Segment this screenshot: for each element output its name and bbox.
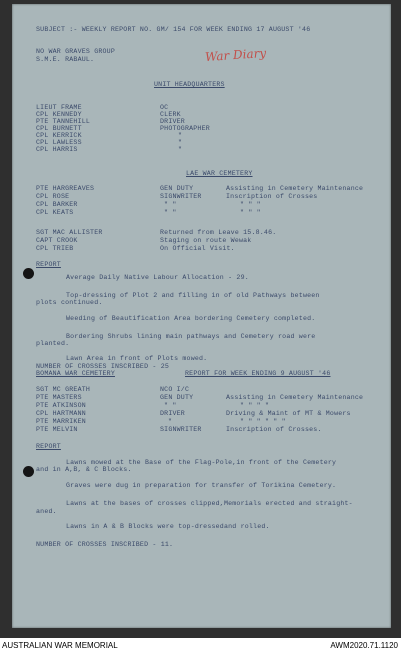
report-heading: REPORT [36, 443, 61, 450]
unit-name: NO WAR GRAVES GROUP [36, 48, 115, 55]
bomana-name: CPL HARTMANN [36, 410, 86, 417]
bomana-name: PTE ATKINSON [36, 402, 86, 409]
lae-name: PTE HARGREAVES [36, 185, 95, 192]
bomana-name: PTE MASTERS [36, 394, 82, 401]
bomana-task: " " " " " " [240, 418, 286, 425]
report-week-heading: REPORT FOR WEEK ENDING 9 AUGUST '46 [185, 370, 331, 377]
hq-name: CPL BURNETT [36, 125, 82, 132]
footer-accession: AWM2020.71.1120 [330, 641, 398, 650]
lae-name: CPL BARKER [36, 201, 78, 208]
lae-role: GEN DUTY [160, 185, 194, 192]
bomana-name: PTE MELVIN [36, 426, 78, 433]
bomana-name: PTE MARRIKEN [36, 418, 86, 425]
report-paragraph: plots continued. [36, 299, 103, 306]
crosses-count: NUMBER OF CROSSES INSCRIBED - 25 [36, 363, 170, 370]
bomana-name: SGT MC GREATH [36, 386, 91, 393]
hq-name: CPL KERRICK [36, 132, 82, 139]
movement-name: CAPT CROOK [36, 237, 78, 244]
lae-role: SIGNWRITER [160, 193, 202, 200]
lae-task: Assisting in Cemetery Maintenance [226, 185, 364, 192]
report-heading: REPORT [36, 261, 61, 268]
report-paragraph: aned. [36, 508, 57, 515]
movement-note: On Official Visit. [160, 245, 235, 252]
lae-name: CPL KEATS [36, 209, 74, 216]
report-paragraph: Weeding of Beautification Area bordering Cemetery completed. [66, 315, 316, 322]
unit-location: S.M.E. RABAUL. [36, 56, 95, 63]
hq-name: CPL KENNEDY [36, 111, 82, 118]
report-paragraph: Lawns mowed at the Base of the Flag-Pole,in front of the Cemetery [66, 459, 337, 466]
hq-role: " [178, 139, 183, 146]
lae-task: " " " [240, 201, 261, 208]
lae-task: " " " [240, 209, 261, 216]
bomana-role: " " [164, 402, 177, 409]
hq-name: PTE TANNEHILL [36, 118, 91, 125]
lae-role: " " [164, 201, 177, 208]
section-title-hq: UNIT HEADQUARTERS [154, 81, 225, 88]
lae-name: CPL ROSE [36, 193, 70, 200]
report-paragraph: Graves were dug in preparation for transfer of Torikina Cemetery. [66, 482, 337, 489]
hq-name: LIEUT FRAME [36, 104, 82, 111]
lae-task: Inscription of Crosses [226, 193, 318, 200]
section-title-bomana: BOMANA WAR CEMETERY [36, 370, 115, 377]
crosses-count: NUMBER OF CROSSES INSCRIBED - 11. [36, 541, 174, 548]
hq-name: CPL LAWLESS [36, 139, 82, 146]
movement-name: CPL TRIEB [36, 245, 74, 252]
report-paragraph: Lawns in A & B Blocks were top-dressedand rolled. [66, 523, 270, 530]
movement-note: Staging on route Wewak [160, 237, 252, 244]
bomana-task: Driving & Maint of MT & Mowers [226, 410, 351, 417]
punch-hole [23, 268, 34, 279]
subject-line: SUBJECT :- WEEKLY REPORT NO. GM/ 154 FOR WEEK ENDING 17 AUGUST '46 [36, 26, 311, 33]
footer-institution: AUSTRALIAN WAR MEMORIAL [2, 641, 118, 650]
report-paragraph: Top-dressing of Plot 2 and filling in of old Pathways between [66, 292, 320, 299]
report-paragraph: planted. [36, 340, 70, 347]
bomana-role: DRIVER [160, 410, 185, 417]
hq-role: PHOTOGRAPHER [160, 125, 210, 132]
hq-name: CPL HARRIS [36, 146, 78, 153]
lae-role: " " [164, 209, 177, 216]
hq-role: " [178, 146, 183, 153]
report-paragraph: Average Daily Native Labour Allocation - 29. [66, 274, 249, 281]
report-paragraph: Lawn Area in front of Plots mowed. [66, 355, 208, 362]
bomana-task: Assisting in Cemetery Maintenance [226, 394, 364, 401]
movement-note: Returned from Leave 15.8.46. [160, 229, 277, 236]
hq-role: " [178, 132, 183, 139]
section-title-lae: LAE WAR CEMETERY [186, 170, 253, 177]
punch-hole [23, 466, 34, 477]
movement-name: SGT MAC ALLISTER [36, 229, 103, 236]
bomana-role: NCO I/C [160, 386, 190, 393]
hq-role: OC [160, 104, 169, 111]
hq-role: CLERK [160, 111, 181, 118]
hq-role: DRIVER [160, 118, 185, 125]
report-paragraph: Lawns at the bases of crosses clipped,Memorials erected and straight- [66, 500, 353, 507]
bomana-role: SIGNWRITER [160, 426, 202, 433]
bomana-role: GEN DUTY [160, 394, 194, 401]
report-paragraph: and in A,B, & C Blocks. [36, 466, 132, 473]
handwritten-annotation: War Diary [204, 45, 267, 65]
report-paragraph: Bordering Shrubs lining main pathways and Cemetery road were [66, 333, 316, 340]
bomana-task: Inscription of Crosses. [226, 426, 322, 433]
bomana-role: " [168, 418, 173, 425]
bomana-task: " " " " [240, 402, 270, 409]
